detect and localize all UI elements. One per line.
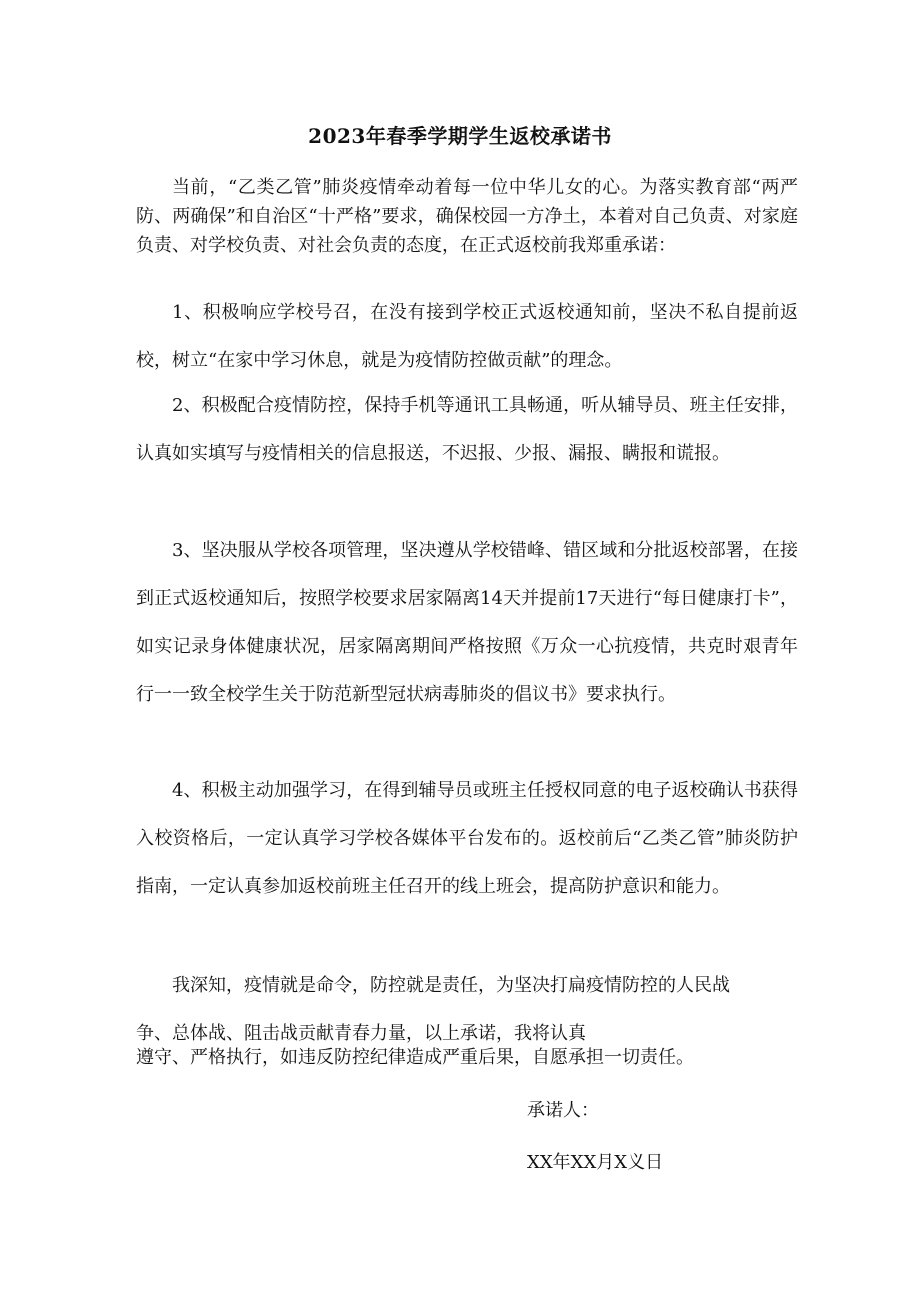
closing-line-3: 遵守、严格执行，如违反防控纪律造成严重后果，自愿承担一切责任。 [136,1047,694,1068]
signature-date: XX年XX月X义日 [527,1152,664,1173]
signer-label: 承诺人： [527,1100,599,1121]
pledge-item-3: 3、坚决服从学校各项管理，坚决遵从学校错峰、错区域和分批返校部署，在接到正式返校通知后，按照学校要求居家隔离14天并提前17天进行“每日健康打卡”，如实记录身体健康状况，居家隔离期间严格按照《万众一心抗疫情，共克时艰青年行一一致全校学生关于防范新型冠状病毒肺炎的倡议书》要求执行。 [136,540,798,705]
closing-paragraph [136,962,798,1070]
pledge-item-4: 4、积极主动加强学习，在得到辅导员或班主任授权同意的电子返校确认书获得入校资格后，一定认真学习学校各媒体平台发布的。返校前后“乙类乙管”肺炎防护指南，一定认真参加返校前班主任召开的线上班会，提高防护意识和能力。 [136,780,798,897]
document-title: 2023年春季学期学生返校承诺书 [308,124,612,148]
closing-line-2: 争、总体战、阻击战贡献青春力量，以上承诺，我将认真 [136,1023,586,1044]
pledge-item-2: 2、积极配合疫情防控，保持手机等通讯工具畅通，听从辅导员、班主任安排，认真如实填写与疫情相关的信息报送，不迟报、少报、漏报、瞒报和谎报。 [136,395,798,464]
intro-paragraph: 当前，“乙类乙管”肺炎疫情牵动着每一位中华儿女的心。为落实教育部“两严防、两确保”和自治区“十严格”要求，确保校园一方净土，本着对自己负责、对家庭负责、对学校负责、对社会负责的态度，在正式返校前我郑重承诺： [136,177,798,256]
closing-line-1: 我深知，疫情就是命令，防控就是责任，为坚决打扁疫情防控的人民战 [172,975,730,996]
pledge-item-1: 1、积极响应学校号召，在没有接到学校正式返校通知前，坚决不私自提前返校，树立“在家中学习休息，就是为疫情防控做贡献”的理念。 [136,302,798,371]
